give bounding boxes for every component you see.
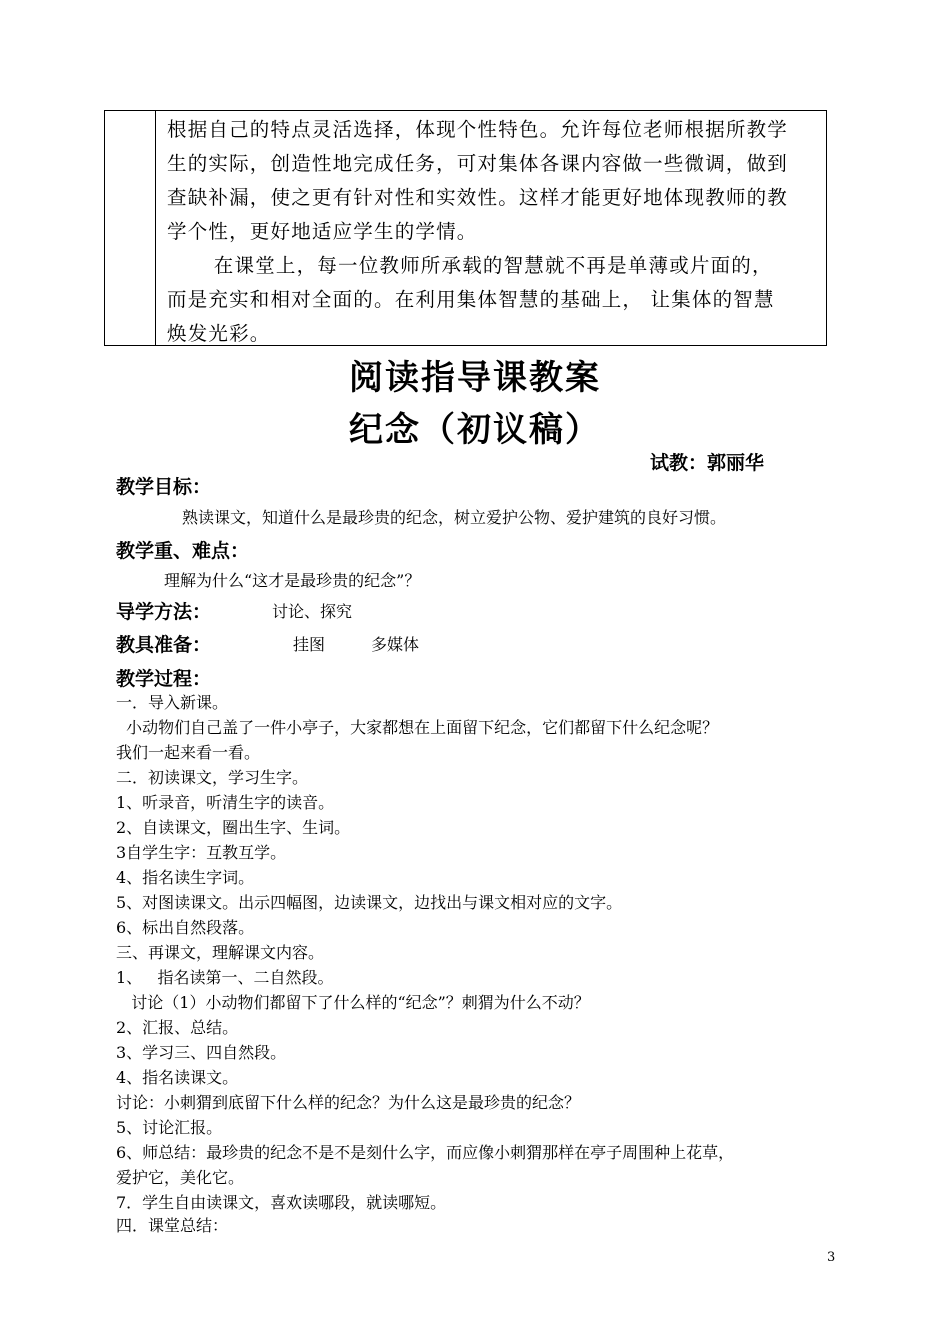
table-left-cell [105, 111, 156, 345]
process-line: 4、指名读课文。 [116, 1068, 239, 1087]
table-line: 生的实际，创造性地完成任务，可对集体各课内容做一些微调，做到 [167, 152, 789, 175]
table-paragraph-2 [167, 249, 822, 351]
continuation-table [104, 110, 827, 346]
key-text: 理解为什么“这才是最珍贵的纪念”？ [164, 571, 421, 590]
process-line: 1、听录音，听清生字的读音。 [116, 793, 335, 812]
table-line: 查缺补漏，使之更有针对性和实效性。这样才能更好地体现教师的教 [167, 186, 789, 209]
table-line: 学个性，更好地适应学生的学情。 [167, 220, 478, 243]
process-line: 小动物们自己盖了一件小亭子，大家都想在上面留下纪念，它们都留下什么纪念呢？ [116, 718, 719, 737]
table-line: 焕发光彩。 [167, 322, 271, 345]
table-paragraph-1 [167, 113, 822, 249]
method-text: 讨论、探究 [272, 602, 353, 621]
table-line: 而是充实和相对全面的。在利用集体智慧的基础上， 让集体的智慧 [167, 288, 775, 311]
tools-item-1: 挂图 [293, 635, 326, 654]
method-heading: 导学方法： [116, 601, 212, 623]
table-line: 根据自己的特点灵活选择，体现个性特色。允许每位老师根据所教学 [167, 118, 789, 141]
process-line: 5、讨论汇报。 [116, 1118, 223, 1137]
process-line: 2、汇报、总结。 [116, 1018, 239, 1037]
process-line: 7．学生自由读课文，喜欢读哪段，就读哪短。 [116, 1193, 447, 1212]
process-line: 6、标出自然段落。 [116, 918, 255, 937]
process-line: 5、对图读课文。出示四幅图，边读课文，边找出与课文相对应的文字。 [116, 893, 623, 912]
process-line: 4、指名读生字词。 [116, 868, 255, 887]
goal-text: 熟读课文，知道什么是最珍贵的纪念，树立爱护公物、爱护建筑的良好习惯。 [182, 508, 727, 527]
document-subtitle: 纪念（初议稿） [349, 410, 601, 450]
process-line: 3自学生字：互教互学。 [116, 843, 287, 862]
process-line: 爱护它，美化它。 [116, 1168, 245, 1187]
process-line: 6、师总结：最珍贵的纪念不是不是刻什么字，而应像小刺猬那样在亭子周围种上花草， [116, 1143, 735, 1162]
page-number: 3 [827, 1250, 836, 1265]
process-line: 3、学习三、四自然段。 [116, 1043, 287, 1062]
table-text-cell [167, 113, 822, 351]
process-line: 二．初读课文，学习生字。 [116, 768, 309, 787]
process-line: 四．课堂总结： [116, 1216, 229, 1235]
key-heading: 教学重、难点： [116, 540, 250, 562]
process-line: 1、 指名读第一、二自然段。 [116, 968, 334, 987]
table-line: 在课堂上，每一位教师所承载的智慧就不再是单薄或片面的， [213, 254, 773, 277]
process-line: 我们一起来看一看。 [116, 743, 261, 762]
process-heading: 教学过程： [116, 668, 212, 690]
tools-heading: 教具准备： [116, 634, 212, 656]
process-line: 三、再课文，理解课文内容。 [116, 943, 325, 962]
process-line: 讨论：小刺猬到底留下什么样的纪念？为什么这是最珍贵的纪念？ [116, 1093, 581, 1112]
process-line: 讨论（1）小动物们都留下了什么样的“纪念”？刺猬为什么不动？ [116, 993, 590, 1012]
tools-item-2: 多媒体 [371, 635, 420, 654]
document-title: 阅读指导课教案 [349, 358, 601, 398]
process-line: 2、自读课文，圈出生字、生词。 [116, 818, 351, 837]
author-line: 试教：郭丽华 [650, 452, 765, 474]
goal-heading: 教学目标： [116, 476, 212, 498]
process-line: 一．导入新课。 [116, 693, 229, 712]
